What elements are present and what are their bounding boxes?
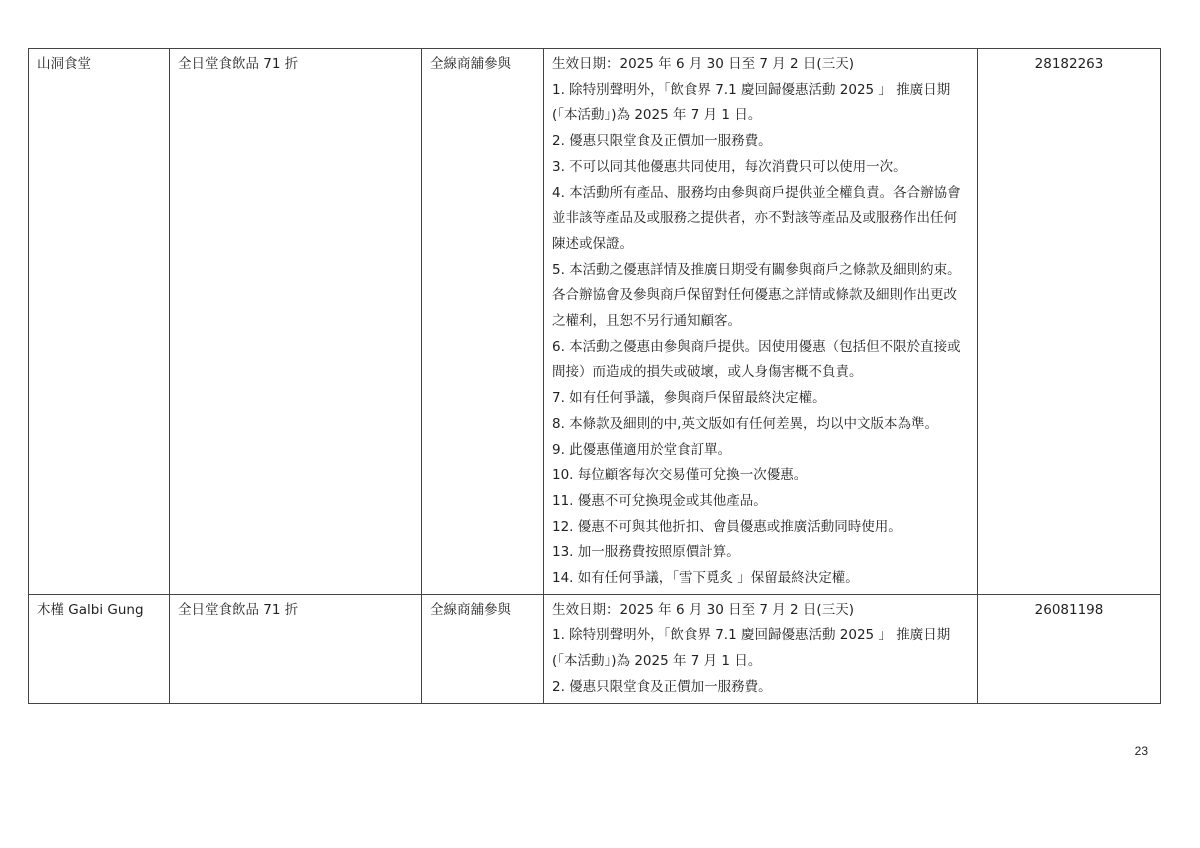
term-item: 12. 優惠不可與其他折扣、會員優惠或推廣活動同時使用。 xyxy=(552,518,902,535)
merchant-name: 木槿 Galbi Gung xyxy=(29,594,170,703)
phone-number: 28182263 xyxy=(978,49,1161,595)
table-row xyxy=(29,594,1161,703)
term-item: 7. 如有任何爭議，參與商戶保留最終決定權。 xyxy=(552,390,826,407)
page-number: 23 xyxy=(1134,744,1148,758)
effective-date: 生效日期：2025 年 6 月 30 日至 7 月 2 日(三天) xyxy=(552,56,854,72)
term-item: 8. 本條款及細則的中,英文版如有任何差異，均以中文版本為準。 xyxy=(552,415,938,432)
term-item: 1. 除特別聲明外，「飲食界 7.1 慶回歸優惠活動 2025 」 推廣日期(「本活動」)為 2025 年 7 月 1 日。 xyxy=(552,81,951,124)
term-item: 2. 優惠只限堂食及正價加一服務費。 xyxy=(552,678,772,695)
term-item: 4. 本活動所有產品、服務均由參與商戶提供並全權負責。各合辦協會並非該等產品及或服務之提供者，亦不對該等產品及或服務作出任何陳述或保證。 xyxy=(552,184,961,252)
terms-cell xyxy=(544,49,978,595)
term-item: 5. 本活動之優惠詳情及推廣日期受有關參與商戶之條款及細則約束。各合辦協會及參與商戶保留對任何優惠之詳情或條款及細則作出更改之權利，且恕不另行通知顧客。 xyxy=(552,261,961,330)
term-item: 10. 每位顧客每次交易僅可兌換一次優惠。 xyxy=(552,467,808,484)
table-row xyxy=(29,49,1161,595)
participating-scope: 全線商舖參與 xyxy=(422,594,544,703)
terms-cell xyxy=(544,594,978,703)
term-item: 6. 本活動之優惠由參與商戶提供。因使用優惠（包括但不限於直接或間接）而造成的損失或破壞，或人身傷害概不負責。 xyxy=(552,338,961,381)
offer-description: 全日堂食飲品 71 折 xyxy=(170,594,422,703)
effective-date: 生效日期：2025 年 6 月 30 日至 7 月 2 日(三天) xyxy=(552,601,854,618)
offer-description: 全日堂食飲品 71 折 xyxy=(170,49,422,595)
term-item: 13. 加一服務費按照原價計算。 xyxy=(552,544,740,561)
term-item: 11. 優惠不可兌換現金或其他產品。 xyxy=(552,492,767,509)
participating-scope: 全線商舖參與 xyxy=(422,49,544,595)
phone-number: 26081198 xyxy=(978,594,1161,703)
term-item: 9. 此優惠僅適用於堂食訂單。 xyxy=(552,441,732,458)
term-item: 2. 優惠只限堂食及正價加一服務費。 xyxy=(552,133,772,150)
offers-table xyxy=(28,48,1161,704)
term-item: 3. 不可以同其他優惠共同使用，每次消費只可以使用一次。 xyxy=(552,158,907,175)
term-item: 1. 除特別聲明外，「飲食界 7.1 慶回歸優惠活動 2025 」 推廣日期(「本活動」)為 2025 年 7 月 1 日。 xyxy=(552,627,951,670)
term-item: 14. 如有任何爭議，「雪下覓炙 」保留最終決定權。 xyxy=(552,570,859,587)
merchant-name: 山洞食堂 xyxy=(29,49,170,595)
